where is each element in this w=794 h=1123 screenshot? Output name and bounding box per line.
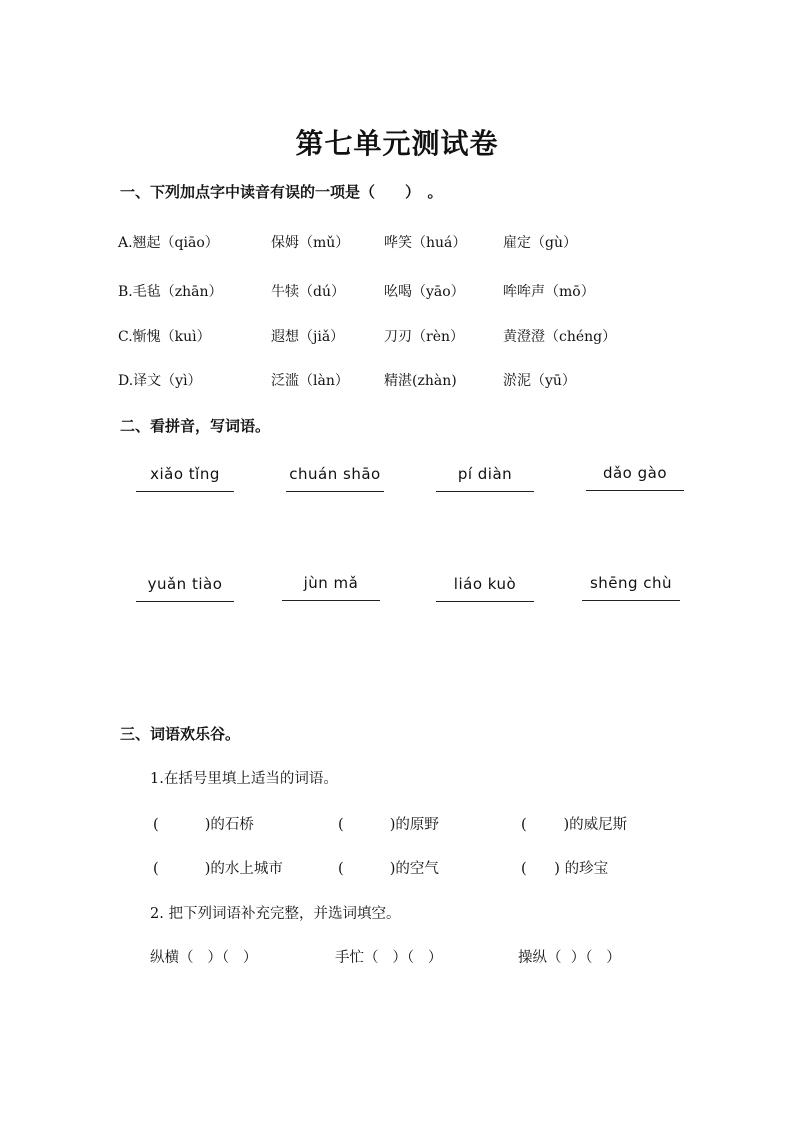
option-cell: 吆喝（yāo）: [384, 284, 465, 300]
pinyin-text: jùn mǎ: [303, 574, 359, 592]
idiom-blank-item[interactable]: 手忙（ ）（ ）: [335, 950, 443, 966]
option-cell: A.翘起（qiāo）: [118, 235, 219, 251]
sub-question-2: 2. 把下列词语补充完整，并选词填空。: [150, 906, 401, 922]
answer-line[interactable]: [286, 491, 384, 492]
option-cell: 淤泥（yū）: [503, 373, 576, 389]
option-row-c: [118, 326, 718, 348]
option-cell: B.毛毡（zhān）: [118, 284, 223, 300]
fill-blank-item[interactable]: ( )的原野: [338, 817, 439, 833]
option-cell: 雇定（gù）: [503, 235, 577, 251]
sub-question-1: 1.在括号里填上适当的词语。: [150, 771, 338, 787]
pinyin-text: pí diàn: [457, 465, 513, 483]
fill-row-2: [153, 857, 713, 879]
fill-blank-item[interactable]: ( )的水上城市: [153, 861, 283, 877]
answer-line[interactable]: [136, 491, 234, 492]
fill-row-1: [153, 813, 713, 835]
option-row-a: [118, 232, 718, 254]
option-cell: D.译文（yì）: [118, 373, 202, 389]
section1-heading: 一、下列加点字中读音有误的一项是（ ） 。: [120, 183, 443, 201]
pinyin-blank: [436, 575, 534, 602]
option-cell: 泛滥（làn）: [271, 373, 349, 389]
option-cell: 哞哞声（mō）: [503, 284, 595, 300]
option-cell: 黄澄澄（chéng）: [503, 329, 617, 345]
pinyin-text: liáo kuò: [453, 575, 517, 593]
pinyin-blank: [136, 465, 234, 492]
answer-line[interactable]: [582, 600, 680, 601]
answer-line[interactable]: [282, 600, 380, 601]
pinyin-blank: [436, 465, 534, 492]
pinyin-text: xiǎo tǐng: [150, 465, 220, 483]
pinyin-text: dǎo gào: [602, 464, 668, 482]
fill-blank-item[interactable]: ( )的空气: [338, 861, 439, 877]
fill-blank-item[interactable]: ( )的石桥: [153, 817, 254, 833]
pinyin-blank: [582, 574, 680, 601]
option-cell: 哗笑（huá）: [384, 235, 467, 251]
option-cell: C.惭愧（kuì）: [118, 329, 211, 345]
section3-heading: 三、词语欢乐谷。: [120, 725, 241, 743]
idiom-blank-item[interactable]: 操纵（ ）（ ）: [518, 950, 621, 966]
pinyin-blank: [136, 575, 234, 602]
option-row-d: [118, 370, 718, 392]
option-cell: 精湛(zhàn): [384, 373, 457, 389]
pinyin-text: yuǎn tiào: [147, 575, 223, 593]
section2-heading: 二、看拼音，写词语。: [120, 417, 271, 435]
answer-line[interactable]: [436, 491, 534, 492]
option-cell: 刀刃（rèn）: [384, 329, 464, 345]
option-cell: 牛犊（dú）: [271, 284, 345, 300]
option-row-b: [118, 281, 718, 303]
answer-line[interactable]: [436, 601, 534, 602]
pinyin-text: chuán shāo: [289, 465, 381, 483]
answer-line[interactable]: [136, 601, 234, 602]
fill-blank-item[interactable]: ( ) 的珍宝: [521, 861, 609, 877]
pinyin-blank: [286, 465, 384, 492]
pinyin-text: shēng chù: [589, 574, 673, 592]
idiom-blank-item[interactable]: 纵横（ ）（ ）: [150, 950, 258, 966]
option-cell: 遐想（jiǎ）: [271, 329, 345, 345]
page-title: 第七单元测试卷: [295, 127, 499, 160]
fill-blank-item[interactable]: ( )的威尼斯: [521, 817, 628, 833]
fill-row-3: [150, 946, 710, 968]
answer-line[interactable]: [586, 490, 684, 491]
pinyin-blank: [586, 464, 684, 491]
pinyin-blank: [282, 574, 380, 601]
option-cell: 保姆（mǔ）: [271, 235, 350, 251]
